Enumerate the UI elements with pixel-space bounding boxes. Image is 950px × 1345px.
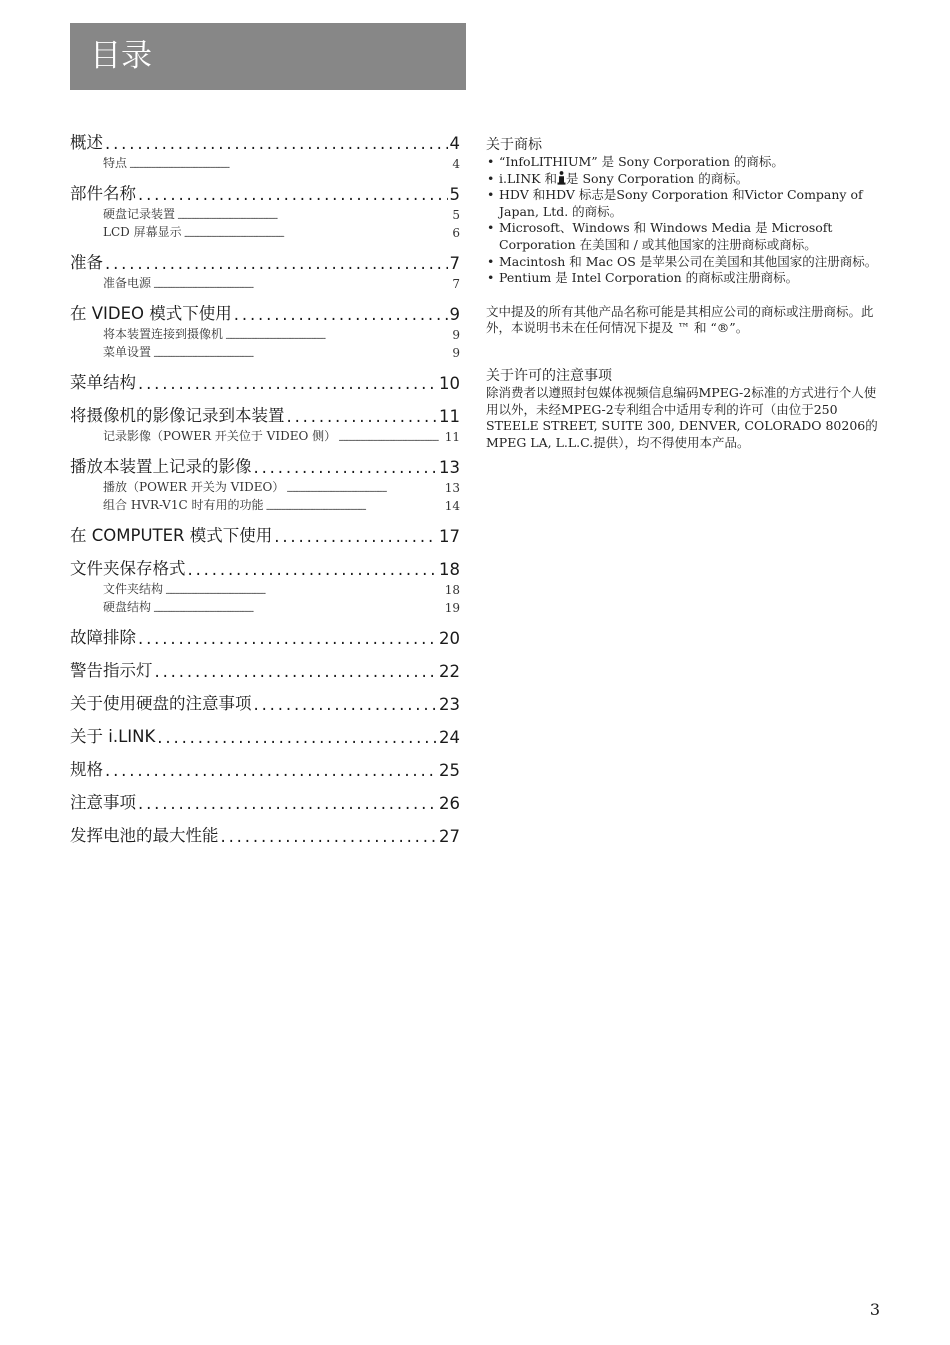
toc-page-number: 11 — [444, 430, 460, 444]
toc-entry[interactable] — [70, 404, 460, 426]
toc-label: 记录影像（POWER 开关位于 VIDEO 侧） — [103, 429, 337, 443]
toc-leader-dots — [138, 794, 437, 813]
toc-page-number: 24 — [439, 728, 460, 747]
toc-page-number: 9 — [449, 305, 460, 324]
toc-entry[interactable] — [70, 659, 460, 681]
toc-entry[interactable] — [70, 251, 460, 273]
toc-subentry[interactable] — [70, 477, 460, 495]
toc-label: 警告指示灯 — [70, 661, 153, 680]
toc-label: 在 VIDEO 模式下使用 — [70, 304, 232, 323]
toc-leader-dots — [287, 407, 438, 426]
toc-label: 注意事项 — [70, 793, 136, 812]
trademark-item: • Pentium 是 Intel Corporation 的商标或注册商标。 — [486, 270, 882, 287]
toc-label: 发挥电池的最大性能 — [70, 826, 219, 845]
toc-entry[interactable] — [70, 131, 460, 153]
toc-subentry[interactable] — [70, 153, 460, 171]
toc-page-number: 7 — [449, 254, 460, 273]
ilink-logo-icon — [557, 171, 566, 185]
toc-page-number: 5 — [449, 185, 460, 204]
trademark-item: • HDV 和HDV 标志是Sony Corporation 和Victor Company of Japan, Ltd. 的商标。 — [486, 187, 882, 220]
toc-entry[interactable] — [70, 557, 460, 579]
toc-label: 特点 — [103, 156, 128, 170]
toc-entry[interactable] — [70, 371, 460, 393]
toc-label: 关于使用硬盘的注意事项 — [70, 694, 252, 713]
toc-page-number: 17 — [439, 527, 460, 546]
toc-leader-dots — [153, 350, 450, 360]
toc-subentry[interactable] — [70, 426, 460, 444]
toc-entry[interactable] — [70, 626, 460, 648]
toc-page-number: 18 — [444, 583, 460, 597]
toc-leader-dots — [138, 374, 437, 393]
toc-entry[interactable] — [70, 524, 460, 546]
toc-entry[interactable] — [70, 302, 460, 324]
toc-entry[interactable] — [70, 725, 460, 747]
toc-leader-dots — [274, 527, 437, 546]
toc-leader-dots — [254, 458, 438, 477]
toc-label: 文件夹保存格式 — [70, 559, 186, 578]
toc-page-number: 22 — [439, 662, 460, 681]
toc-entry[interactable] — [70, 182, 460, 204]
toc-label: 将摄像机的影像记录到本装置 — [70, 406, 285, 425]
toc-page-number: 4 — [452, 157, 460, 171]
toc-label: 文件夹结构 — [103, 582, 164, 596]
toc-label: 部件名称 — [70, 184, 136, 203]
trademark-item: • Microsoft、Windows 和 Windows Media 是 Microsoft Corporation 在美国和 / 或其他国家的注册商标或商标。 — [486, 220, 882, 253]
trademarks-heading: 关于商标 — [486, 137, 542, 153]
trademark-item-text: i.LINK 和 — [499, 170, 557, 186]
trademarks-list — [486, 154, 882, 287]
toc-page-number: 14 — [444, 499, 460, 513]
toc-leader-dots — [286, 485, 442, 495]
toc-entry[interactable] — [70, 692, 460, 714]
toc-page-number: 4 — [449, 134, 460, 153]
toc-label: 硬盘结构 — [103, 600, 152, 614]
toc-leader-dots — [254, 695, 438, 714]
toc-subentry[interactable] — [70, 579, 460, 597]
toc-leader-dots — [153, 605, 443, 615]
toc-leader-dots — [338, 434, 443, 444]
table-of-contents — [70, 131, 460, 846]
toc-entry[interactable] — [70, 824, 460, 846]
toc-leader-dots — [153, 281, 450, 291]
toc-label: 概述 — [70, 133, 103, 152]
toc-leader-dots — [155, 662, 438, 681]
toc-subentry[interactable] — [70, 342, 460, 360]
toc-page-number: 19 — [444, 601, 460, 615]
toc-subentry[interactable] — [70, 222, 460, 240]
toc-label: 规格 — [70, 760, 103, 779]
toc-entry[interactable] — [70, 791, 460, 813]
toc-page-number: 9 — [452, 328, 460, 342]
toc-label: 播放（POWER 开关为 VIDEO） — [103, 480, 285, 494]
toc-page-number: 11 — [439, 407, 460, 426]
toc-label: 硬盘记录装置 — [103, 207, 176, 221]
toc-page-number: 7 — [452, 277, 460, 291]
toc-subentry[interactable] — [70, 204, 460, 222]
toc-subentry[interactable] — [70, 495, 460, 513]
toc-leader-dots — [129, 161, 450, 171]
toc-label: 在 COMPUTER 模式下使用 — [70, 526, 273, 545]
toc-leader-dots — [265, 503, 442, 513]
toc-label: 组合 HVR-V1C 时有用的功能 — [103, 498, 264, 512]
toc-page-number: 13 — [439, 458, 460, 477]
right-column — [486, 136, 882, 451]
toc-page-number: 6 — [452, 226, 460, 240]
trademark-item — [486, 171, 882, 188]
toc-label: 故障排除 — [70, 628, 136, 647]
toc-page-number: 27 — [439, 827, 460, 846]
toc-page-number: 26 — [439, 794, 460, 813]
toc-leader-dots — [221, 827, 438, 846]
toc-entry[interactable] — [70, 758, 460, 780]
page-title: 目录 — [90, 38, 152, 74]
toc-entry[interactable] — [70, 455, 460, 477]
toc-page-number: 13 — [444, 481, 460, 495]
trademarks-note: 文中提及的所有其他产品名称可能是其相应公司的商标或注册商标。此外，本说明书未在任何情况下提及 ™ 和 “®”。 — [486, 303, 874, 336]
toc-label: LCD 屏幕显示 — [103, 225, 182, 239]
toc-page-number: 5 — [452, 208, 460, 222]
toc-leader-dots — [184, 230, 451, 240]
toc-label: 播放本装置上记录的影像 — [70, 457, 252, 476]
toc-page-number: 9 — [452, 346, 460, 360]
toc-page-number: 18 — [439, 560, 460, 579]
toc-label: 菜单设置 — [103, 345, 152, 359]
toc-subentry[interactable] — [70, 597, 460, 615]
toc-label: 将本装置连接到摄像机 — [103, 327, 224, 341]
trademark-item: • Macintosh 和 Mac OS 是苹果公司在美国和其他国家的注册商标。 — [486, 254, 882, 271]
toc-subentry[interactable] — [70, 324, 460, 342]
license-heading: 关于许可的注意事项 — [486, 367, 612, 384]
toc-leader-dots — [234, 305, 448, 324]
toc-label: 关于 i.LINK — [70, 727, 156, 746]
toc-page-number: 20 — [439, 629, 460, 648]
toc-leader-dots — [165, 587, 443, 597]
toc-leader-dots — [105, 134, 448, 153]
toc-page-number: 25 — [439, 761, 460, 780]
toc-leader-dots — [225, 332, 450, 342]
toc-leader-dots — [138, 185, 448, 204]
toc-label: 准备电源 — [103, 276, 152, 290]
header-bar — [70, 23, 466, 90]
trademark-item: • “InfoLITHIUM” 是 Sony Corporation 的商标。 — [486, 154, 882, 171]
page-number: 3 — [869, 1300, 880, 1319]
toc-leader-dots — [138, 629, 437, 648]
toc-leader-dots — [177, 212, 450, 222]
toc-leader-dots — [105, 254, 448, 273]
toc-subentry[interactable] — [70, 273, 460, 291]
license-text: 除消费者以遵照封包媒体视频信息编码MPEG-2标准的方式进行个人使用以外，未经MPEG-2专利组合中适用专利的许可（由位于250 STEELE STREET, SUITE 300, DENVER, COLORADO 80206的MPEG LA, L.L.C.提供），均不得使用本产品。 — [486, 384, 878, 450]
toc-leader-dots — [105, 761, 437, 780]
toc-label: 准备 — [70, 253, 103, 272]
toc-label: 菜单结构 — [70, 373, 136, 392]
toc-page-number: 10 — [439, 374, 460, 393]
toc-leader-dots — [188, 560, 438, 579]
trademark-item-text: 是 Sony Corporation 的商标。 — [565, 170, 749, 186]
toc-page-number: 23 — [439, 695, 460, 714]
toc-leader-dots — [157, 728, 437, 747]
license-section — [486, 367, 882, 451]
